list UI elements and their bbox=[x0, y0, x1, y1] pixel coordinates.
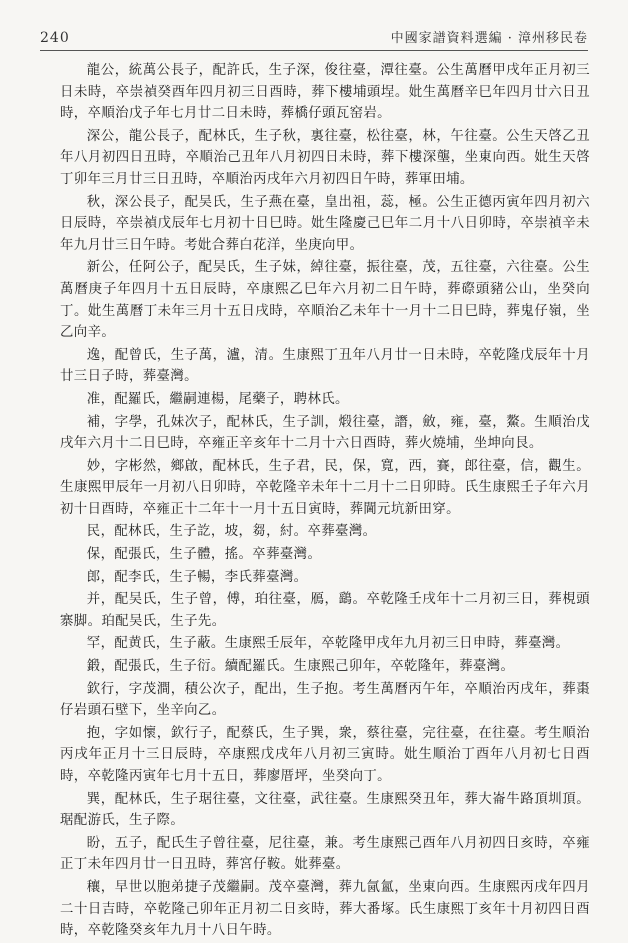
genealogy-entry: 穰，早世以胞弟捷子茂繼嗣。茂卒臺灣，葬九氤氳，坐東向西。生康熙丙戌年四月二十日吉時，卒乾隆己卯年正月初二日亥時，葬大番塚。氏生康熙丁亥年十月初四日酉時，卒乾隆癸亥年九月十八日午時。 bbox=[60, 879, 590, 939]
genealogy-entry: 巽，配林氏，生子琚往臺，文往臺，武往臺。生康熙癸丑年，葬大崙牛路頂圳頂。琚配游氏，生子際。 bbox=[60, 791, 590, 829]
genealogy-entry: 民，配林氏，生子訖，坡，芻，紂。卒葬臺灣。 bbox=[86, 524, 377, 540]
genealogy-entry: 欽行，字茂澗，積公次子，配出，生子抱。考生萬曆丙午年，卒順治丙戌年，葬棗仔岩頭石壁下，坐辛向乙。 bbox=[60, 681, 590, 719]
series-title: 中國家譜資料選編 · 漳州移民卷 bbox=[390, 31, 588, 46]
genealogy-entry: 逸，配曾氏，生子萬，瀘，清。生康熙丁丑年八月廿一日未時，卒乾隆戊辰年十月廿三日子時，葬臺灣。 bbox=[60, 347, 590, 385]
genealogy-entry: 新公，任阿公子，配吴氏，生子妹，綽往臺，振往臺，茂，五往臺，六往臺。公生萬曆庚子年四月十五日辰時，卒康熙乙巳年六月初二日午時，葬磜頭豬公山，坐癸向丁。妣生萬曆丁未年三月十五日戌時，卒順治乙未年十一月十二日巳時，葬鬼仔嶺，坐乙向辛。 bbox=[60, 260, 590, 341]
genealogy-entry: 深公，龍公長子，配林氏，生子秋，裏往臺，松往臺，林，午往臺。公生天啓乙丑年八月初四日丑時，卒順治己丑年八月初四日未時，葬下樓深壟，坐東向西。妣生天啓丁卯年三月廿三日丑時，卒順治丙戌年六月初四日午時，葬軍田埔。 bbox=[60, 128, 590, 187]
document-body bbox=[60, 60, 590, 943]
page-number: 240 bbox=[40, 30, 70, 46]
genealogy-entry: 盼，五子，配氏生子曾往臺，尼往臺，兼。考生康熙己酉年八月初四日亥時，卒雍正丁未年四月廿一日丑時，葬宮仔鞍。妣葬臺。 bbox=[60, 835, 590, 873]
genealogy-entry: 妙，字彬然，鄉啟，配林氏，生子君，民，保，寬，西，賽，郎往臺，信，觀生。生康熙甲辰年一月初八日卯時，卒乾隆辛未年十二月十二日卯時。氏生康熙壬子年六月初十日酉時，卒雍正十二年十一月十五日寅時，葬閫元坑新田穿。 bbox=[60, 458, 590, 517]
genealogy-entry: 龍公，統萬公長子，配許氏，生子深，俊往臺，潭往臺。公生萬曆甲戌年正月初三日未時，卒崇禎癸酉年四月初三日酉時，葬下樓埔頭埕。妣生萬曆辛巳年四月廿六日丑時，卒順治戊子年七月廿二日未時，葬橋仔頭瓦窑岩。 bbox=[60, 63, 590, 122]
header-rule bbox=[40, 50, 588, 51]
genealogy-entry: 并，配吴氏，生子曾，傅，珀往臺，鴈，鷂。卒乾隆壬戌年十二月初三日，葬梘頭寨脚。珀配吴氏，生子先。 bbox=[60, 592, 590, 629]
genealogy-entry: 保，配張氏，生子體，搖。卒葬臺灣。 bbox=[86, 547, 322, 563]
genealogy-entry: 秋，深公長子，配吴氏，生子燕在臺，皇出祖，蕊，極。公生正德丙寅年四月初六日辰時，卒崇禎戊辰年七月初十日巳時。妣生隆慶己巳年二月十八日卯時，卒崇禎辛未年九月廿三日午時。考妣合葬白花洋，坐庚向甲。 bbox=[60, 194, 590, 253]
genealogy-entry: 補，字學，孔妹次子，配林氏，生子訓，煅往臺，譖，斂，雍，臺，鰲。生順治戊戌年六月十二日巳時，卒雍正辛亥年十二月十六日酉時，葬火燒埔，坐坤向艮。 bbox=[60, 414, 590, 452]
genealogy-entry: 抱，字如懷，欽行子，配蔡氏，生子巽，衆，蔡往臺，完往臺，在往臺。考生順治丙戌年正月十三日辰時，卒康熙戊戌年八月初三寅時。妣生順治丁酉年八月初七日酉時，卒乾隆丙寅年七月十五日，葬廖厝坪，坐癸向丁。 bbox=[60, 725, 590, 784]
genealogy-entry: 罕，配黄氏，生子蔽。生康熙壬辰年，卒乾隆甲戌年九月初三日申時，葬臺灣。 bbox=[86, 636, 570, 652]
genealogy-entry: 鍛，配張氏，生子衍。續配羅氏。生康熙己卯年，卒乾隆年，葬臺灣。 bbox=[86, 659, 515, 675]
page-header bbox=[40, 24, 588, 46]
genealogy-entry: 准，配羅氏，繼嗣連楊，尾藥子，聘林氏。 bbox=[86, 391, 349, 407]
genealogy-entry: 郎，配李氏，生子暢，李氏葬臺灣。 bbox=[86, 569, 308, 585]
